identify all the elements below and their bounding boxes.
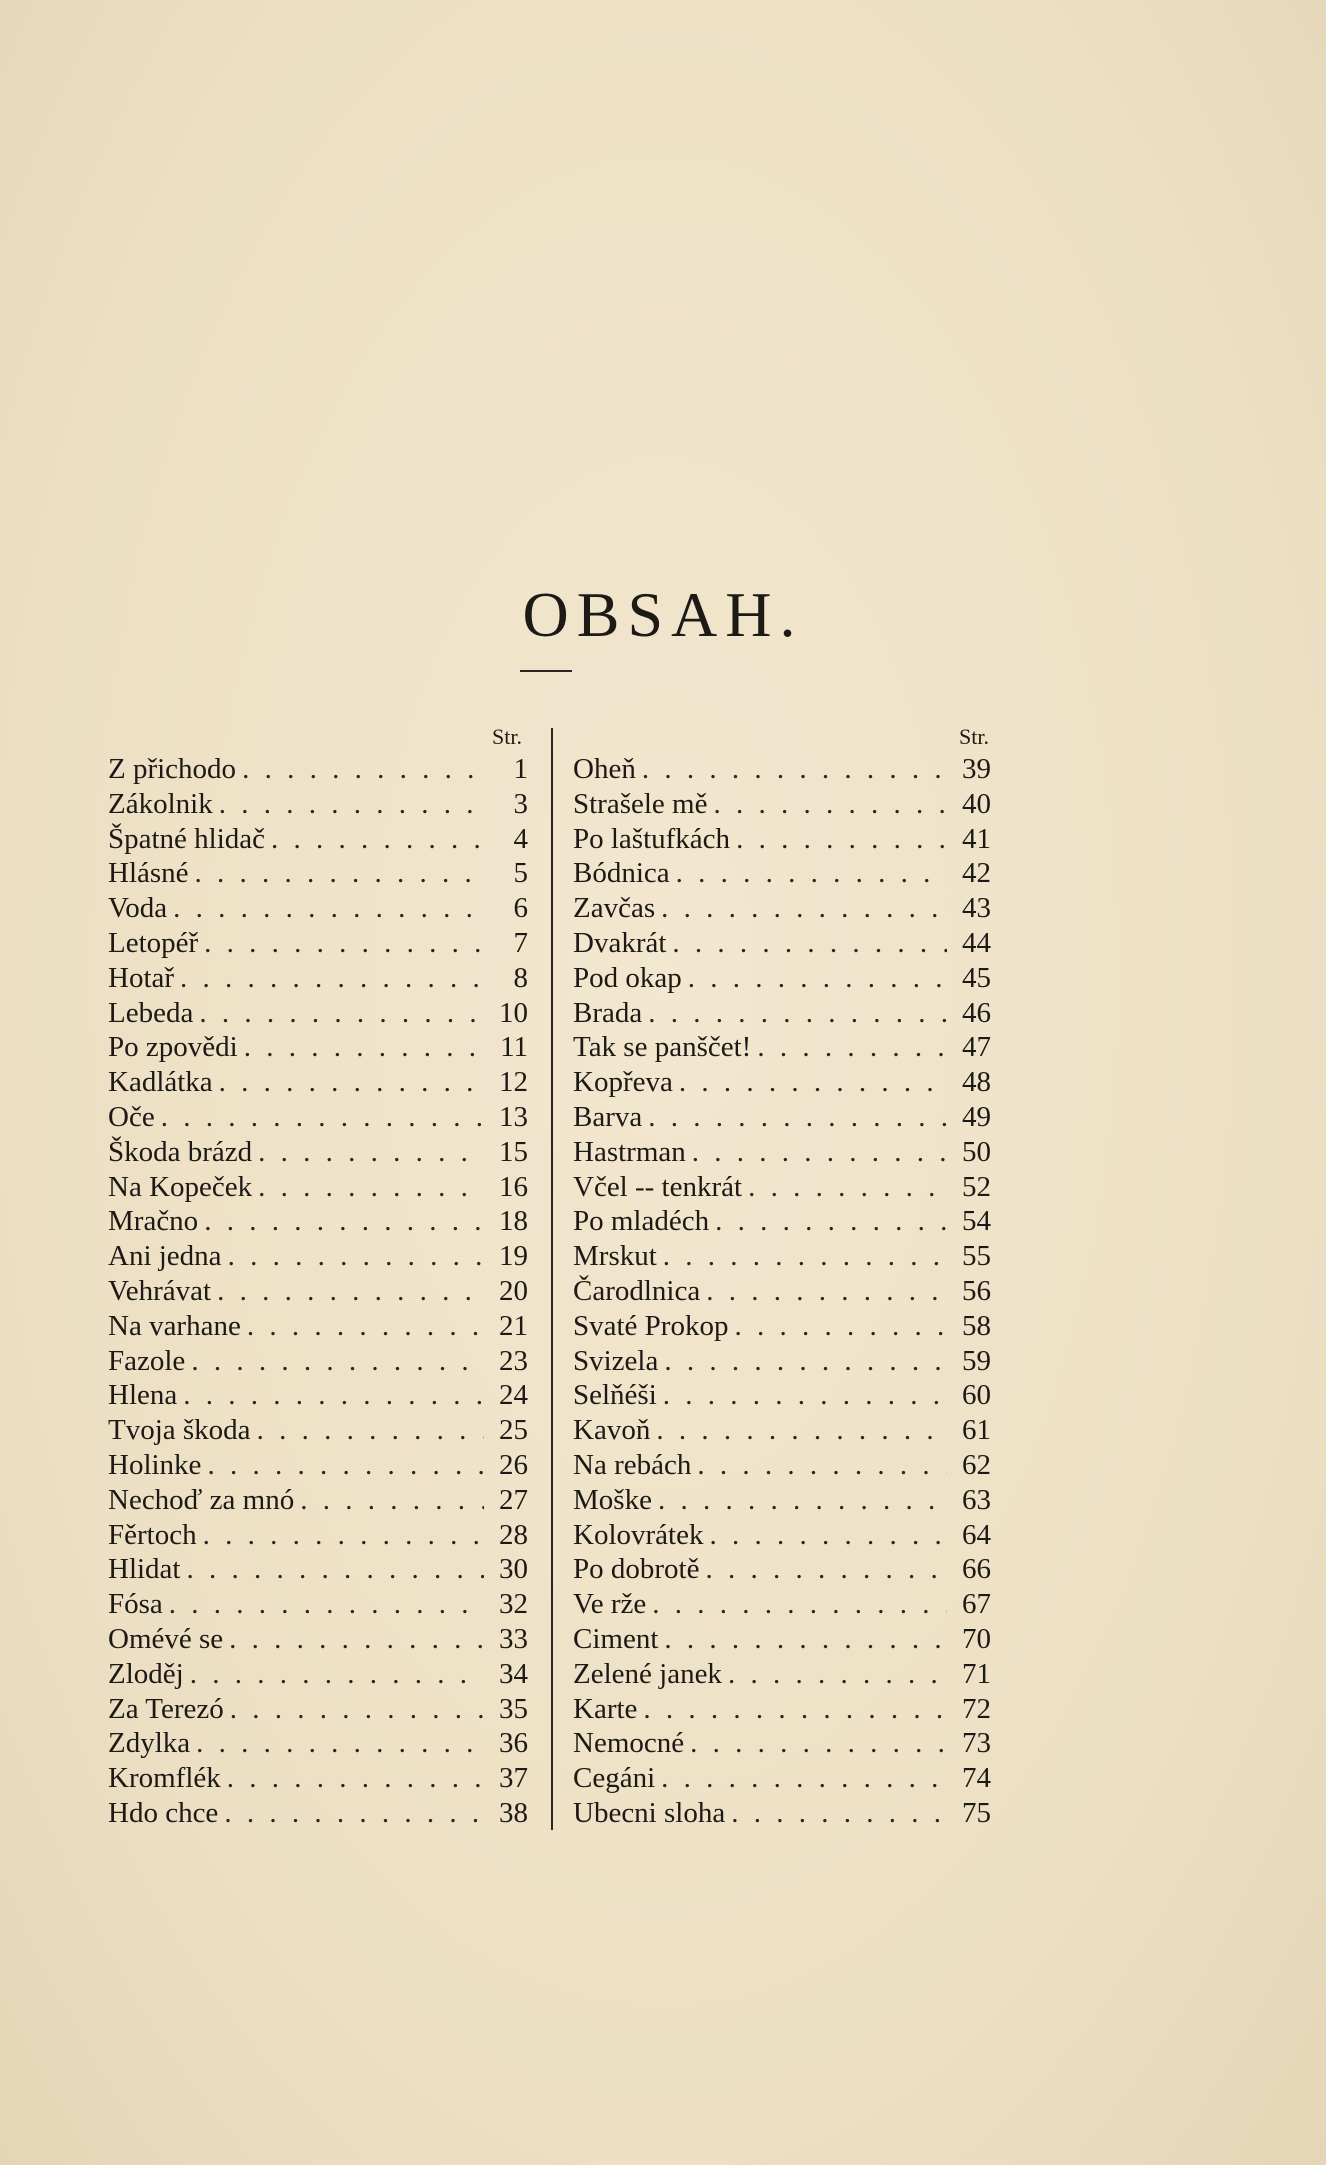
toc-entry: [573, 926, 991, 961]
toc-entry: [108, 1309, 528, 1344]
entry-title: Dvakrát: [573, 926, 667, 959]
toc-entry: [108, 1622, 528, 1657]
entry-title: Oče: [108, 1100, 155, 1133]
toc-entry: [108, 1657, 528, 1692]
toc-entry: [108, 1239, 528, 1274]
entry-title: Ve rže: [573, 1588, 647, 1621]
entry-title: Voda: [108, 892, 168, 925]
entry-title: Strašele mě: [573, 787, 708, 820]
entry-title: Bódnica: [573, 857, 670, 890]
toc-entry: [108, 1204, 528, 1239]
entry-title: Ciment: [573, 1622, 659, 1655]
entry-title: Zelené janek: [573, 1657, 722, 1690]
toc-entry: [573, 1692, 991, 1727]
entry-title: Kadlátka: [108, 1066, 213, 1099]
entry-page-number: 13: [499, 1100, 528, 1133]
toc-entry: [573, 1587, 991, 1622]
entry-page-number: 38: [499, 1796, 528, 1829]
toc-entry: [108, 1170, 528, 1205]
entry-page-number: 35: [499, 1692, 528, 1725]
dot-leader: [163, 1587, 484, 1622]
entry-page-number: 15: [499, 1135, 528, 1168]
dot-leader: [213, 1065, 484, 1100]
toc-entry: [108, 1587, 528, 1622]
right-page-header: Str.: [959, 724, 989, 749]
toc-entry: [108, 1448, 528, 1483]
toc-right-column: [573, 722, 991, 1831]
toc-entry: [108, 1518, 528, 1553]
dot-leader: [751, 1030, 947, 1065]
dot-leader: [673, 1065, 947, 1100]
toc-entry: [108, 1065, 528, 1100]
toc-entry: [573, 996, 991, 1031]
toc-entry: [573, 1448, 991, 1483]
dot-leader: [725, 1796, 947, 1831]
entry-page-number: 71: [962, 1657, 991, 1690]
toc-entry: [573, 1239, 991, 1274]
toc-entry: [573, 1344, 991, 1379]
entry-title: Na Kopeček: [108, 1170, 253, 1203]
toc-entry: [573, 856, 991, 891]
dot-leader: [201, 1448, 484, 1483]
entry-title: Ani jedna: [108, 1240, 222, 1273]
entry-title: Za Terezó: [108, 1692, 224, 1725]
entry-title: Z přichodo: [108, 753, 237, 785]
entry-page-number: 67: [962, 1588, 991, 1621]
dot-leader: [642, 996, 947, 1031]
entry-title: Letopéř: [108, 926, 199, 959]
entry-title: Fósa: [108, 1588, 163, 1621]
toc-entry: [108, 787, 528, 822]
toc-entry: [108, 1344, 528, 1379]
entry-page-number: 1: [513, 753, 528, 785]
entry-title: Po zpovědi: [108, 1031, 238, 1064]
toc-left-column: [108, 722, 528, 1831]
entry-title: Vehrávat: [108, 1274, 212, 1307]
dot-leader: [213, 787, 484, 822]
entry-page-number: 61: [962, 1414, 991, 1447]
dot-leader: [174, 961, 484, 996]
dot-leader: [251, 1413, 484, 1448]
toc-entry: [573, 1170, 991, 1205]
dot-leader: [646, 1587, 947, 1622]
toc-entry: [573, 1552, 991, 1587]
dot-leader: [658, 1622, 947, 1657]
entry-page-number: 60: [962, 1379, 991, 1412]
toc-entry: [108, 891, 528, 926]
dot-leader: [221, 1761, 484, 1796]
dot-leader: [177, 1378, 484, 1413]
toc-entry: [108, 1030, 528, 1065]
entry-title: Po mladéch: [573, 1205, 710, 1238]
toc-entry: [108, 961, 528, 996]
entry-page-number: 36: [499, 1727, 528, 1760]
dot-leader: [742, 1170, 947, 1205]
dot-leader: [707, 787, 947, 822]
toc-entry: [108, 1100, 528, 1135]
toc-entry: [573, 1204, 991, 1239]
entry-title: Omévé se: [108, 1622, 224, 1655]
dot-leader: [655, 891, 947, 926]
entry-page-number: 26: [499, 1448, 528, 1481]
dot-leader: [155, 1100, 484, 1135]
entry-page-number: 46: [962, 996, 991, 1029]
dot-leader: [294, 1483, 484, 1518]
entry-title: Tak se panščet!: [573, 1031, 752, 1064]
entry-title: Svizela: [573, 1344, 659, 1377]
toc-entry: [108, 856, 528, 891]
toc-entry: [108, 752, 528, 787]
toc-entry: [573, 1413, 991, 1448]
page-title: OBSAH.: [522, 579, 804, 650]
dot-leader: [222, 1239, 484, 1274]
entry-page-number: 33: [499, 1622, 528, 1655]
entry-title: Selňéši: [573, 1379, 657, 1412]
entry-page-number: 20: [499, 1274, 528, 1307]
right-entry-list: [573, 752, 991, 1831]
entry-title: Ubecni sloha: [573, 1796, 726, 1829]
entry-page-number: 62: [962, 1448, 991, 1481]
dot-leader: [197, 1518, 484, 1553]
entry-page-number: 5: [513, 857, 528, 890]
toc-entry: [573, 1065, 991, 1100]
toc-entry: [108, 822, 528, 857]
entry-title: Hlásné: [108, 857, 189, 890]
entry-title: Na rebách: [573, 1448, 692, 1481]
entry-page-number: 6: [513, 892, 528, 925]
entry-page-number: 11: [500, 1031, 528, 1064]
toc-entry: [573, 822, 991, 857]
entry-title: Fěrtoch: [108, 1518, 197, 1551]
toc-entry: [108, 1726, 528, 1761]
entry-title: Brada: [573, 996, 643, 1029]
entry-page-number: 18: [499, 1205, 528, 1238]
dot-leader: [655, 1761, 947, 1796]
entry-page-number: 24: [499, 1379, 528, 1412]
dot-leader: [699, 1552, 947, 1587]
left-entry-list: [108, 752, 528, 1831]
toc-entry: [573, 1100, 991, 1135]
entry-title: Kromflék: [108, 1762, 221, 1795]
entry-title: Tvoja škoda: [108, 1414, 251, 1447]
entry-page-number: 72: [962, 1692, 991, 1725]
entry-page-number: 34: [499, 1657, 528, 1690]
entry-page-number: 28: [499, 1518, 528, 1551]
toc-entry: [573, 1761, 991, 1796]
entry-title: Oheň: [573, 753, 636, 785]
entry-page-number: 8: [513, 961, 528, 994]
entry-page-number: 66: [962, 1553, 991, 1586]
dot-leader: [700, 1274, 947, 1309]
toc-entry: [573, 1726, 991, 1761]
entry-page-number: 47: [962, 1031, 991, 1064]
entry-page-number: 23: [499, 1344, 528, 1377]
dot-leader: [703, 1518, 947, 1553]
dot-leader: [682, 961, 947, 996]
entry-title: Hastrman: [573, 1135, 686, 1168]
entry-title: Cegáni: [573, 1762, 656, 1795]
entry-title: Kolovrátek: [573, 1518, 704, 1551]
entry-title: Moške: [573, 1483, 652, 1516]
dot-leader: [666, 926, 947, 961]
dot-leader: [241, 1309, 484, 1344]
entry-page-number: 58: [962, 1309, 991, 1342]
entry-page-number: 54: [962, 1205, 991, 1238]
entry-title: Pod okap: [573, 961, 682, 994]
toc-entry: [573, 1135, 991, 1170]
entry-page-number: 3: [513, 787, 528, 820]
toc-entry: [573, 1274, 991, 1309]
entry-title: Hlena: [108, 1379, 178, 1412]
column-divider: [551, 728, 553, 1830]
entry-title: Hdo chce: [108, 1796, 219, 1829]
entry-page-number: 63: [962, 1483, 991, 1516]
toc-entry: [573, 1309, 991, 1344]
entry-title: Škoda brázd: [108, 1135, 253, 1168]
dot-leader: [722, 1657, 947, 1692]
entry-title: Čarodlnica: [573, 1274, 701, 1307]
toc-entry: [108, 926, 528, 961]
entry-title: Kavoň: [573, 1414, 651, 1447]
entry-page-number: 40: [962, 787, 991, 820]
entry-title: Lebeda: [108, 996, 194, 1029]
toc-entry: [573, 1378, 991, 1413]
toc-entry: [108, 1413, 528, 1448]
toc-entry: [573, 1796, 991, 1831]
dot-leader: [686, 1135, 947, 1170]
entry-title: Nechoď za mnó: [108, 1483, 295, 1516]
toc-entry: [108, 1692, 528, 1727]
dot-leader: [198, 1204, 484, 1239]
entry-page-number: 73: [962, 1727, 991, 1760]
toc-entry: [573, 1657, 991, 1692]
toc-entry: [108, 1274, 528, 1309]
dot-leader: [223, 1622, 484, 1657]
entry-title: Po dobrotě: [573, 1553, 700, 1586]
entry-page-number: 4: [513, 822, 528, 855]
entry-page-number: 45: [962, 961, 991, 994]
dot-leader: [218, 1796, 484, 1831]
entry-page-number: 12: [499, 1066, 528, 1099]
entry-title: Kopřeva: [573, 1066, 673, 1099]
dot-leader: [670, 856, 947, 891]
dot-leader: [252, 1135, 484, 1170]
entry-page-number: 52: [962, 1170, 991, 1203]
toc-entry: [573, 1483, 991, 1518]
entry-page-number: 30: [499, 1553, 528, 1586]
entry-title: Zdylka: [108, 1727, 191, 1760]
dot-leader: [652, 1483, 947, 1518]
entry-page-number: 16: [499, 1170, 528, 1203]
dot-leader: [657, 1378, 947, 1413]
toc-entry: [108, 1378, 528, 1413]
toc-entry: [108, 1483, 528, 1518]
entry-page-number: 25: [499, 1414, 528, 1447]
entry-title: Včel -- tenkrát: [573, 1170, 743, 1203]
left-page-header: Str.: [492, 724, 522, 749]
dot-leader: [637, 1692, 947, 1727]
entry-page-number: 7: [513, 926, 528, 959]
dot-leader: [189, 856, 484, 891]
dot-leader: [238, 1030, 484, 1065]
entry-page-number: 21: [499, 1309, 528, 1342]
dot-leader: [252, 1170, 484, 1205]
entry-title: Po laštufkách: [573, 822, 731, 855]
toc-entry: [573, 961, 991, 996]
entry-page-number: 50: [962, 1135, 991, 1168]
entry-page-number: 10: [499, 996, 528, 1029]
dot-leader: [730, 822, 947, 857]
entry-page-number: 32: [499, 1588, 528, 1621]
dot-leader: [193, 996, 484, 1031]
entry-page-number: 70: [962, 1622, 991, 1655]
dot-leader: [642, 1100, 947, 1135]
entry-page-number: 43: [962, 892, 991, 925]
toc-entry: [573, 1030, 991, 1065]
dot-leader: [198, 926, 484, 961]
dot-leader: [691, 1448, 947, 1483]
dot-leader: [224, 1692, 484, 1727]
entry-page-number: 27: [499, 1483, 528, 1516]
dot-leader: [181, 1552, 485, 1587]
dot-leader: [728, 1309, 947, 1344]
entry-page-number: 44: [962, 926, 991, 959]
entry-page-number: 49: [962, 1100, 991, 1133]
dot-leader: [657, 1239, 947, 1274]
entry-title: Karte: [573, 1692, 638, 1725]
entry-page-number: 41: [962, 822, 991, 855]
toc-entry: [573, 1622, 991, 1657]
entry-title: Hotař: [108, 961, 175, 994]
entry-page-number: 55: [962, 1240, 991, 1273]
toc-entry: [108, 1552, 528, 1587]
dot-leader: [684, 1726, 947, 1761]
entry-title: Mračno: [108, 1205, 199, 1238]
entry-title: Na varhane: [108, 1309, 241, 1342]
dot-leader: [184, 1657, 484, 1692]
entry-title: Nemocné: [573, 1727, 685, 1760]
entry-title: Svaté Prokop: [573, 1309, 729, 1342]
entry-title: Zavčas: [573, 892, 656, 925]
entry-page-number: 42: [962, 857, 991, 890]
dot-leader: [265, 822, 484, 857]
toc-entry: [108, 1796, 528, 1831]
toc-entry: [573, 1518, 991, 1553]
entry-title: Holinke: [108, 1448, 202, 1481]
toc-entry: [108, 1135, 528, 1170]
dot-leader: [211, 1274, 484, 1309]
entry-page-number: 74: [962, 1762, 991, 1795]
dot-leader: [190, 1726, 484, 1761]
dot-leader: [167, 891, 484, 926]
dot-leader: [185, 1344, 484, 1379]
entry-page-number: 75: [962, 1796, 991, 1829]
toc-entry: [573, 752, 991, 787]
entry-title: Barva: [573, 1100, 643, 1133]
entry-title: Fazole: [108, 1344, 186, 1377]
entry-page-number: 39: [962, 753, 991, 785]
toc-entry: [573, 891, 991, 926]
dot-leader: [650, 1413, 947, 1448]
entry-page-number: 59: [962, 1344, 991, 1377]
entry-page-number: 19: [499, 1240, 528, 1273]
entry-title: Zákolnik: [108, 787, 213, 820]
dot-leader: [709, 1204, 947, 1239]
dot-leader: [636, 752, 947, 787]
entry-page-number: 37: [499, 1762, 528, 1795]
entry-page-number: 64: [962, 1518, 991, 1551]
entry-page-number: 56: [962, 1274, 991, 1307]
entry-page-number: 48: [962, 1066, 991, 1099]
entry-title: Hlidat: [108, 1553, 181, 1586]
entry-title: Zloděj: [108, 1657, 184, 1690]
entry-title: Špatné hlidač: [108, 822, 266, 855]
toc-entry: [108, 1761, 528, 1796]
title-rule: [520, 670, 572, 672]
toc-entry: [108, 996, 528, 1031]
dot-leader: [236, 752, 484, 787]
entry-title: Mrskut: [573, 1240, 657, 1273]
toc-entry: [573, 787, 991, 822]
dot-leader: [658, 1344, 947, 1379]
